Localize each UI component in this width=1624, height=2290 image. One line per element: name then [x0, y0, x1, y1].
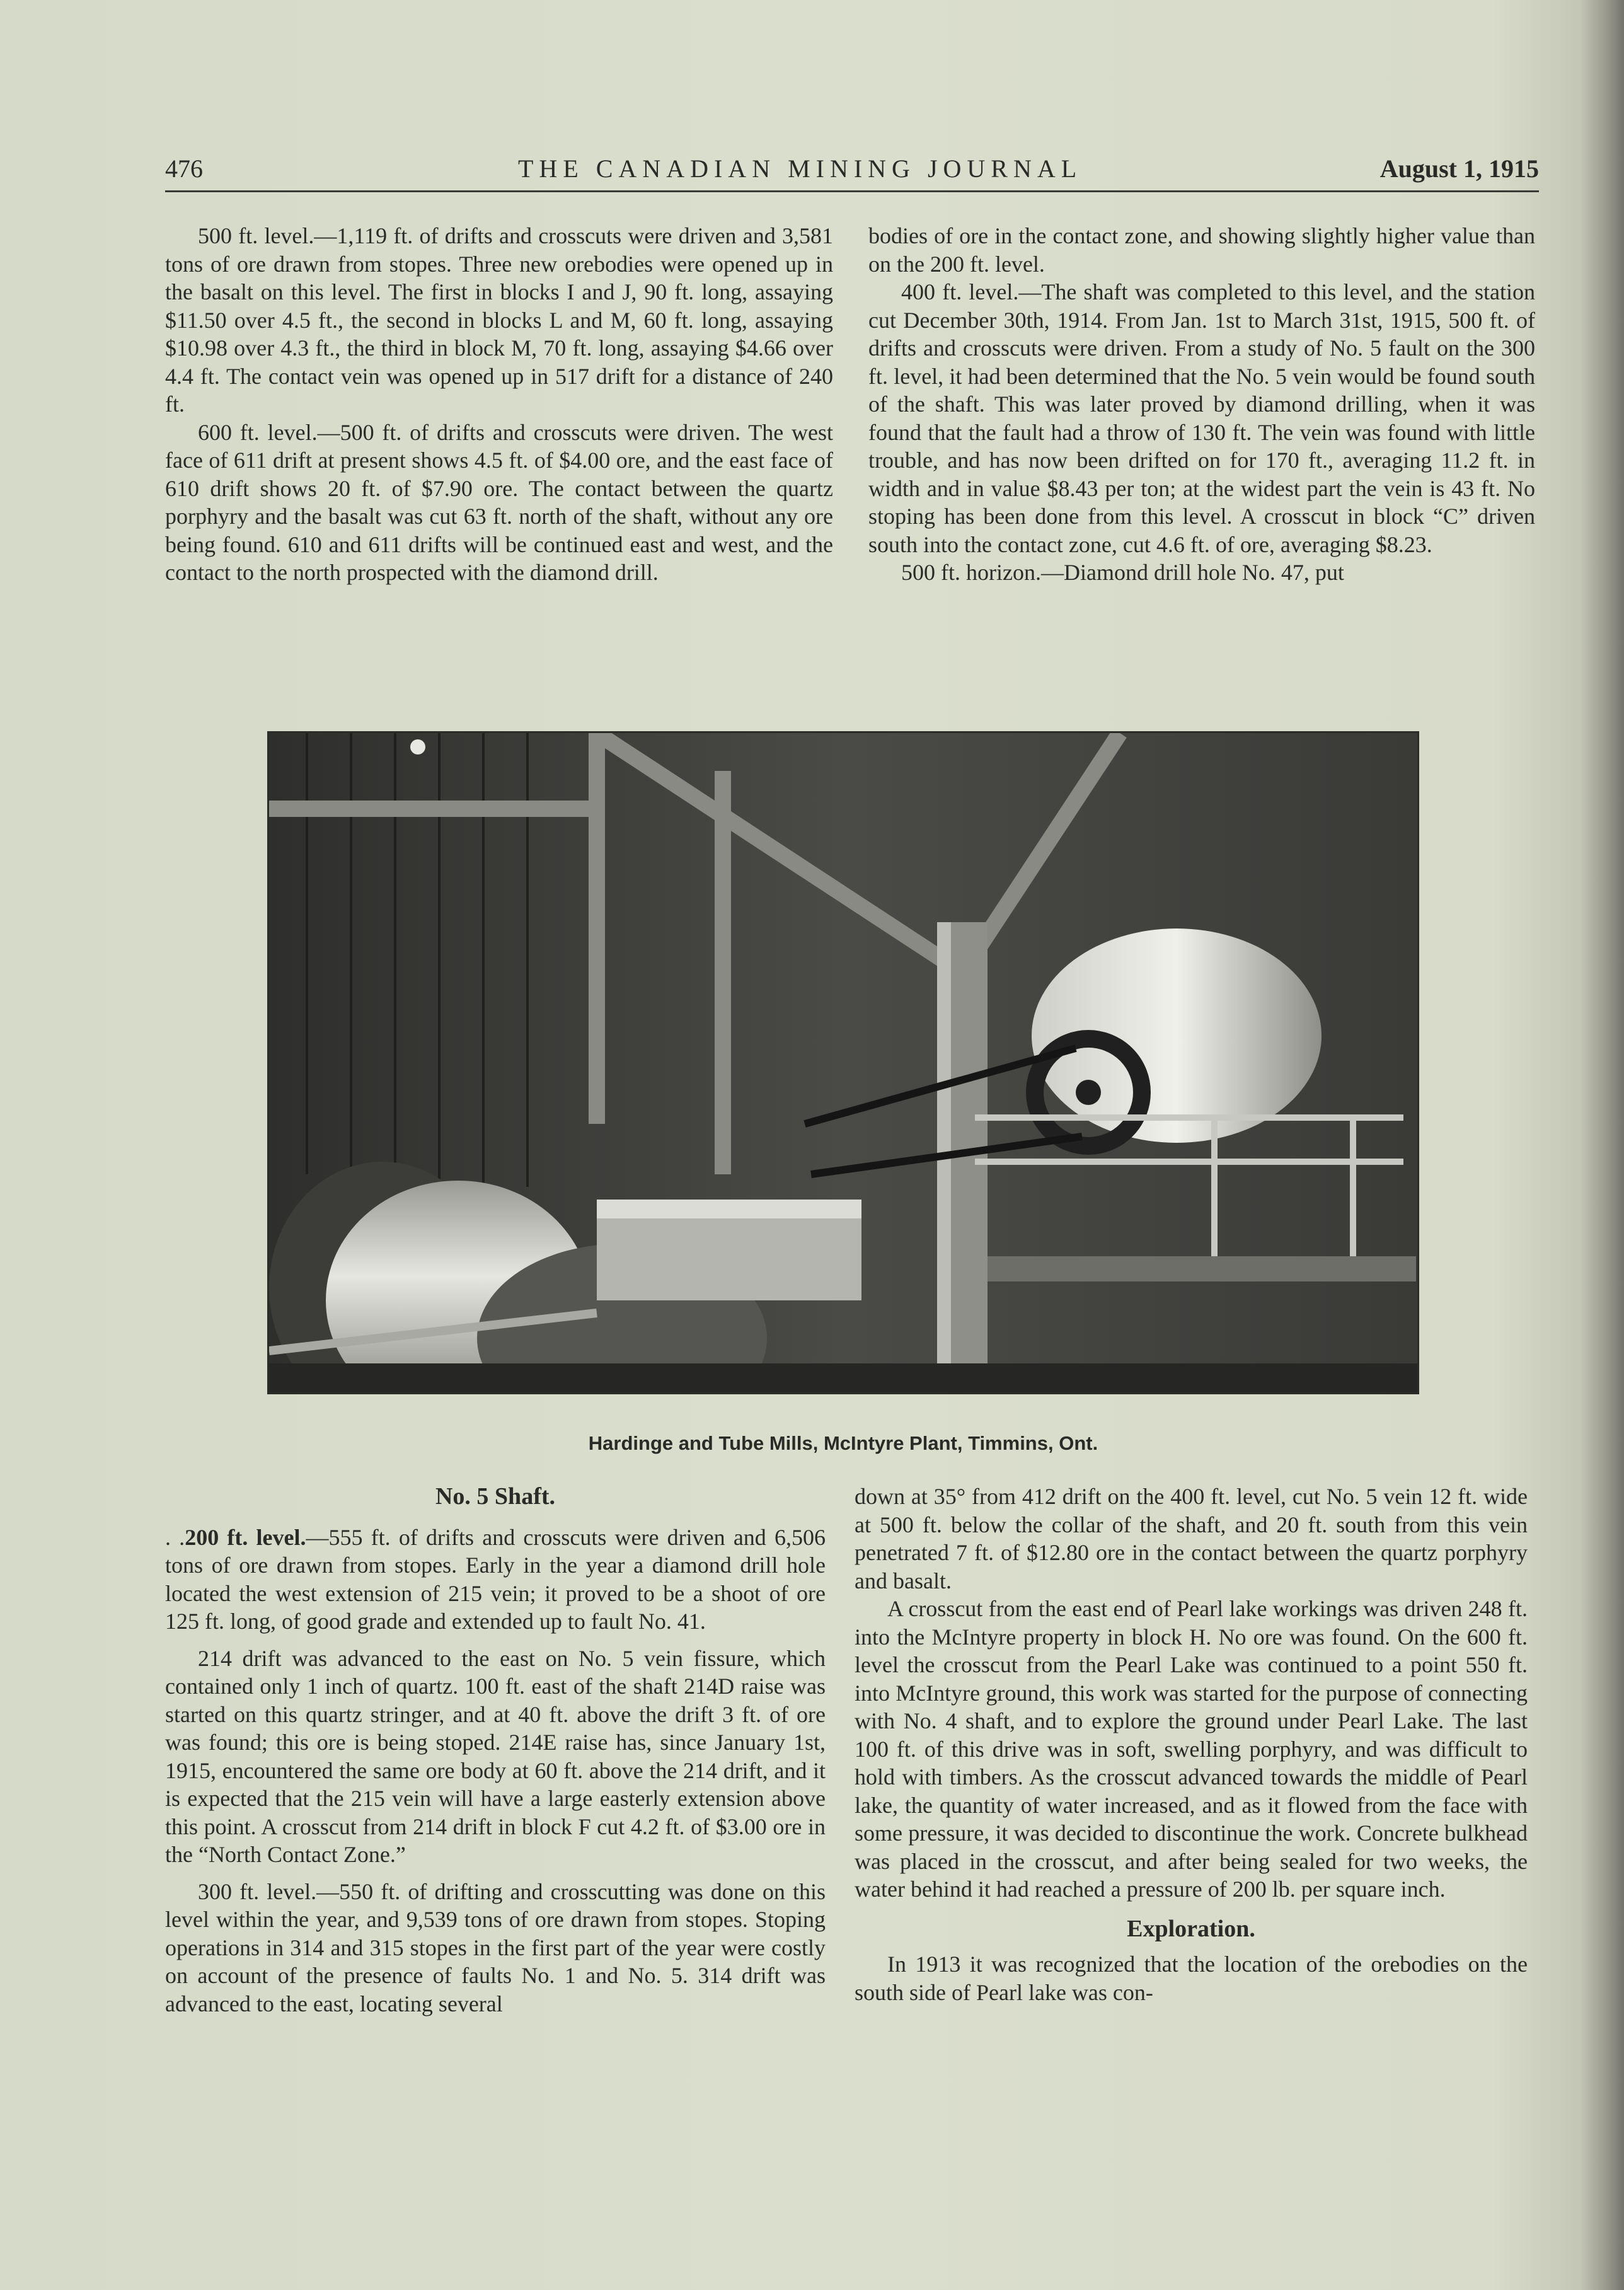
bottom-left-column: [165, 1483, 826, 2018]
text-200ft-level: —555 ft. of drifts and crosscuts were driven and 6,506 tons of ore drawn from stopes. Early in the year a diamond drill hole located the west extension of 215 vein; it proved to be a shoot of ore 125 ft. long, of good grade and extended up to fault No. 41.: [165, 1524, 826, 1634]
paragraph-214-drift: 214 drift was advanced to the east on No. 5 vein fissure, which contained only 1 inch of quartz. 100 ft. east of the shaft 214D raise was started on this quartz stringer, and at 40 ft. above the drift 3 ft. of ore was found; this ore is being stoped. 214E raise has, since January 1st, 1915, encountered the same ore body at 60 ft. above the 214 drift, and it is expected that the 215 vein will have a large easterly extension above this point. A crosscut from 214 drift in block F cut 4.2 ft. of $3.00 ore in the “North Contact Zone.”: [165, 1645, 826, 1867]
paragraph-exploration: In 1913 it was recognized that the location of the orebodies on the south side of Pearl lake was con-: [855, 1952, 1528, 2005]
page-edge-shadow: [1580, 0, 1624, 2290]
paragraph-contact-zone: bodies of ore in the contact zone, and showing slightly higher value than on the 200 ft. level.: [868, 223, 1535, 277]
section-heading-no5-shaft: No. 5 Shaft.: [435, 1483, 556, 1510]
bottom-right-column: [855, 1483, 1528, 2006]
paragraph-drill-hole: down at 35° from 412 drift on the 400 ft. level, cut No. 5 vein 12 ft. wide at 500 ft. below the collar of the shaft, and 20 ft. south from this vein penetrated 7 ft. of $12.80 ore in the contact between the quartz porphyry and basalt.: [855, 1484, 1528, 1593]
mill-photograph: [267, 731, 1419, 1394]
page-number: 476: [165, 154, 203, 183]
paragraph-500ft-level: 500 ft. level.—1,119 ft. of drifts and crosscuts were driven and 3,581 tons of ore drawn from stopes. Three new orebodies were opened up in the basalt on this level. The first in blocks I and J, 90 ft. long, assaying $11.50 over 4.5 ft., the second in blocks L and M, 60 ft. long, assaying $10.98 over 4.3 ft., the third in block M, 70 ft. long, assaying $4.66 over 4.4 ft. The contact vein was opened up in 517 drift for a distance of 240 ft.: [165, 223, 833, 417]
photo-caption: Hardinge and Tube Mills, McIntyre Plant, Timmins, Ont.: [588, 1432, 1098, 1454]
issue-date: August 1, 1915: [1379, 154, 1539, 183]
top-right-column: [868, 222, 1535, 587]
running-header: [165, 149, 1539, 187]
paragraph-pearl-lake-crosscut: A crosscut from the east end of Pearl lake workings was driven 248 ft. into the McIntyre property in block H. No ore was found. On the 600 ft. level the crosscut from the Pearl Lake was continued to a point 550 ft. into McIntyre ground, this work was started for the purpose of connecting with No. 4 shaft, and to explore the ground under Pearl Lake. The last 100 ft. of this drive was in soft, swelling porphyry, and was difficult to hold with timbers. As the crosscut advanced towards the middle of Pearl lake, the quantity of water increased, and as it flowed from the face with some pressure, it was decided to discontinue the work. Concrete bulkhead was placed in the crosscut, and after being sealed for two weeks, the water behind it had reached a pressure of 200 lb. per square inch.: [855, 1596, 1528, 1902]
mill-interior-illustration: [269, 733, 1417, 1392]
label-200ft-level: 200 ft. level.: [185, 1524, 306, 1550]
paragraph-500ft-horizon: 500 ft. horizon.—Diamond drill hole No. 47, put: [901, 560, 1344, 585]
section-heading-exploration: Exploration.: [1127, 1915, 1255, 1942]
header-rule: [165, 190, 1539, 192]
paragraph-300ft-level: 300 ft. level.—550 ft. of drifting and crosscutting was done on this level within the year, and 9,539 tons of ore drawn from stopes. Stoping operations in 314 and 315 stopes in the first part of the year were costly on account of the presence of faults No. 1 and No. 5. 314 drift was advanced to the east, locating several: [165, 1878, 826, 2016]
paragraph-200ft-level: . .200 ft. level.—555 ft. of drifts and crosscuts were driven and 6,506 tons of ore drawn from stopes. Early in the year a diamond drill hole located the west extension of 215 vein; it proved to be a shoot of ore 125 ft. long, of good grade and extended up to fault No. 41.: [165, 1524, 826, 1634]
journal-title: THE CANADIAN MINING JOURNAL: [518, 154, 1083, 183]
top-left-column: [165, 222, 833, 587]
paragraph-600ft-level: 600 ft. level.—500 ft. of drifts and crosscuts were driven. The west face of 611 drift at present shows 4.5 ft. of $4.00 ore, and the east face of 610 drift shows 20 ft. of $7.90 ore. The contact between the quartz porphyry and the basalt was cut 63 ft. north of the shaft, without any ore being found. 610 and 611 drifts will be continued east and west, and the contact to the north prospected with the diamond drill.: [165, 419, 833, 585]
paragraph-400ft-level: 400 ft. level.—The shaft was completed to this level, and the station cut December 30th, 1914. From Jan. 1st to March 31st, 1915, 500 ft. of drifts and crosscuts were driven. From a study of No. 5 fault on the 300 ft. level, it had been determined that the No. 5 vein would be found south of the shaft. This was later proved by diamond drilling, when it was found that the fault had a throw of 130 ft. The vein was found with little trouble, and has now been drifted on for 170 ft., averaging 11.2 ft. in width and in value $8.43 per ton; at the widest part the vein is 43 ft. No stoping has been done from this level. A crosscut in block “C” driven south into the contact zone, cut 4.6 ft. of ore, averaging $8.23.: [868, 279, 1535, 557]
